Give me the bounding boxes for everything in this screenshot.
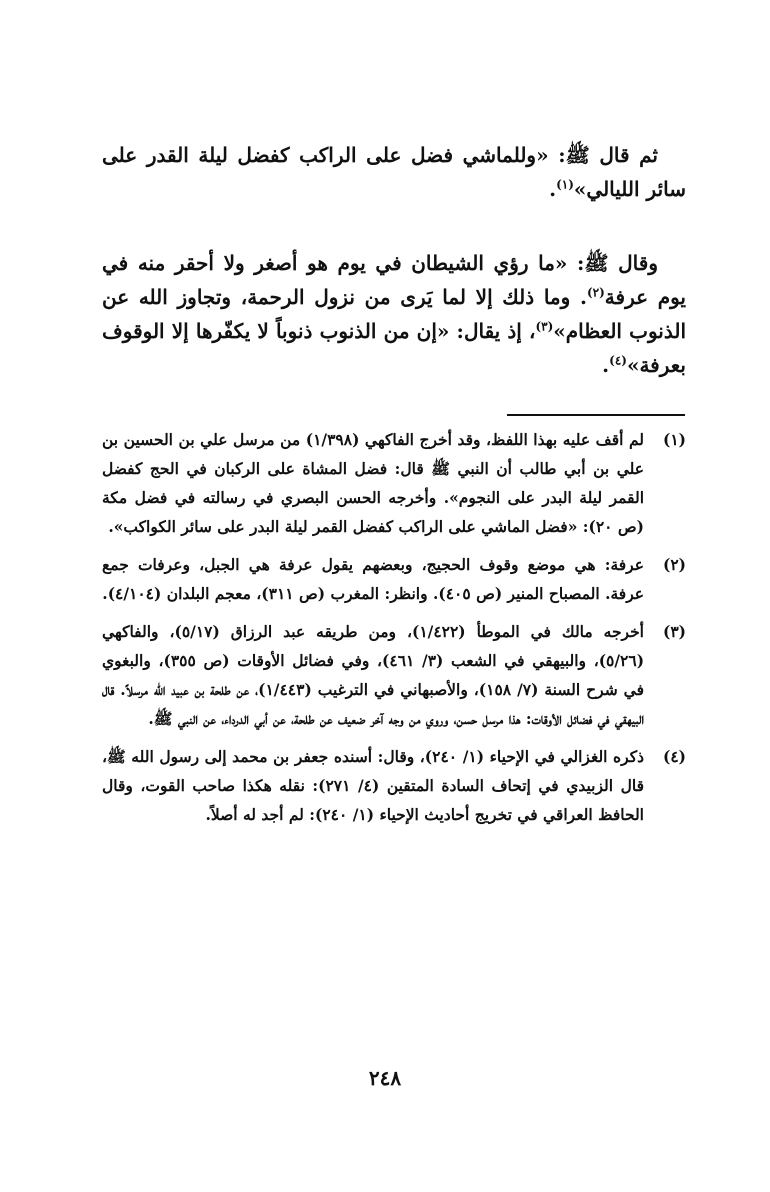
footnote-item xyxy=(102,425,686,541)
footnote-item xyxy=(102,550,686,608)
paragraph-end: . xyxy=(549,177,557,201)
footnote-number: (١) xyxy=(662,430,686,449)
footnote-ref[interactable]: (٢) xyxy=(586,285,605,300)
paragraph-end: . xyxy=(602,353,610,377)
paragraph-text: . وما ذلك إلا لما يَرى من نزول الرحمة، وتجاوز الله عن الذنوب العظام» xyxy=(102,285,686,343)
footnote-text: عرفة: هي موضع وقوف الحجيج، وبعضهم يقول عرفة هي الجبل، وعرفات جمع عرفة. المصباح المنير (ص ٤٠٥). وانظر: المغرب (ص ٣١١)، معجم البلدان (٤/١٠٤). xyxy=(102,555,644,603)
body-paragraph-2 xyxy=(102,246,686,382)
paragraph-text: ، إذ يقال: «إن من الذنوب ذنوباً لا يكفّرها إلا الوقوف بعرفة» xyxy=(102,319,686,377)
paragraph-text: وقال ﷺ: «ما رؤي الشيطان في يوم هو أصغر ولا أحقر منه في يوم عرفة xyxy=(102,251,686,309)
footnote-divider xyxy=(507,414,685,416)
footnote-ref[interactable]: (١) xyxy=(556,177,574,192)
footnote-item xyxy=(102,617,686,733)
footnote-ref[interactable]: (٣) xyxy=(535,319,554,334)
footnote-number: (٤) xyxy=(662,747,686,766)
footnote-text: ذكره الغزالي في الإحياء (١/ ٢٤٠)، وقال: أسنده جعفر بن محمد إلى رسول الله ﷺ، قال الزبيدي في إتحاف السادة المتقين (٤/ ٢٧١): نقله هكذا صاحب القوت، وقال الحافظ العراقي في تخريج أحاديث الإحياء (١/ ٢٤٠): لم أجد له أصلاً. xyxy=(102,747,644,824)
paragraph-text: ثم قال ﷺ: «وللماشي فضل على الراكب كفضل ليلة القدر على سائر الليالي» xyxy=(102,143,686,201)
footnotes xyxy=(102,425,686,838)
footnote-text: لم أقف عليه بهذا اللفظ، وقد أخرج الفاكهي (١/٣٩٨) من مرسل علي بن الحسين بن علي بن أبي طالب أن النبي ﷺ قال: فضل المشاة على الركبان في الحج كفضل القمر ليلة البدر على النجوم». وأخرجه الحسن البصري في رسالته في فضل مكة (ص ٢٠): «فضل الماشي على الراكب كفضل القمر ليلة البدر على سائر الكواكب». xyxy=(102,430,644,536)
footnote-ref[interactable]: (٤) xyxy=(609,353,627,368)
body-paragraph-1 xyxy=(102,138,686,206)
page-number: ٢٤٨ xyxy=(368,1066,402,1090)
footnote-item xyxy=(102,742,686,829)
footnote-text: أخرجه مالك في الموطأ (١/٤٢٢)، ومن طريقه عبد الرزاق (٥/١٧)، والفاكهي (٥/٢٦)، والبيهقي في الشعب (٣/ ٤٦١)، وفي فضائل الأوقات (ص ٣٥٥)، والبغوي في شرح السنة (٧/ ١٥٨)، والأصبهاني في الترغيب (١/٤٤٣)، عن طلحة بن عبيد الله مرسلاً. قال البيهقي في فضائل الأوقات: هذا مرسل حسن، وروي من وجه آخر ضعيف عن طلحة، عن أبي الدرداء، عن النبي ﷺ. xyxy=(102,622,645,728)
footnote-number: (٣) xyxy=(662,622,686,641)
footnote-number: (٢) xyxy=(662,555,686,574)
